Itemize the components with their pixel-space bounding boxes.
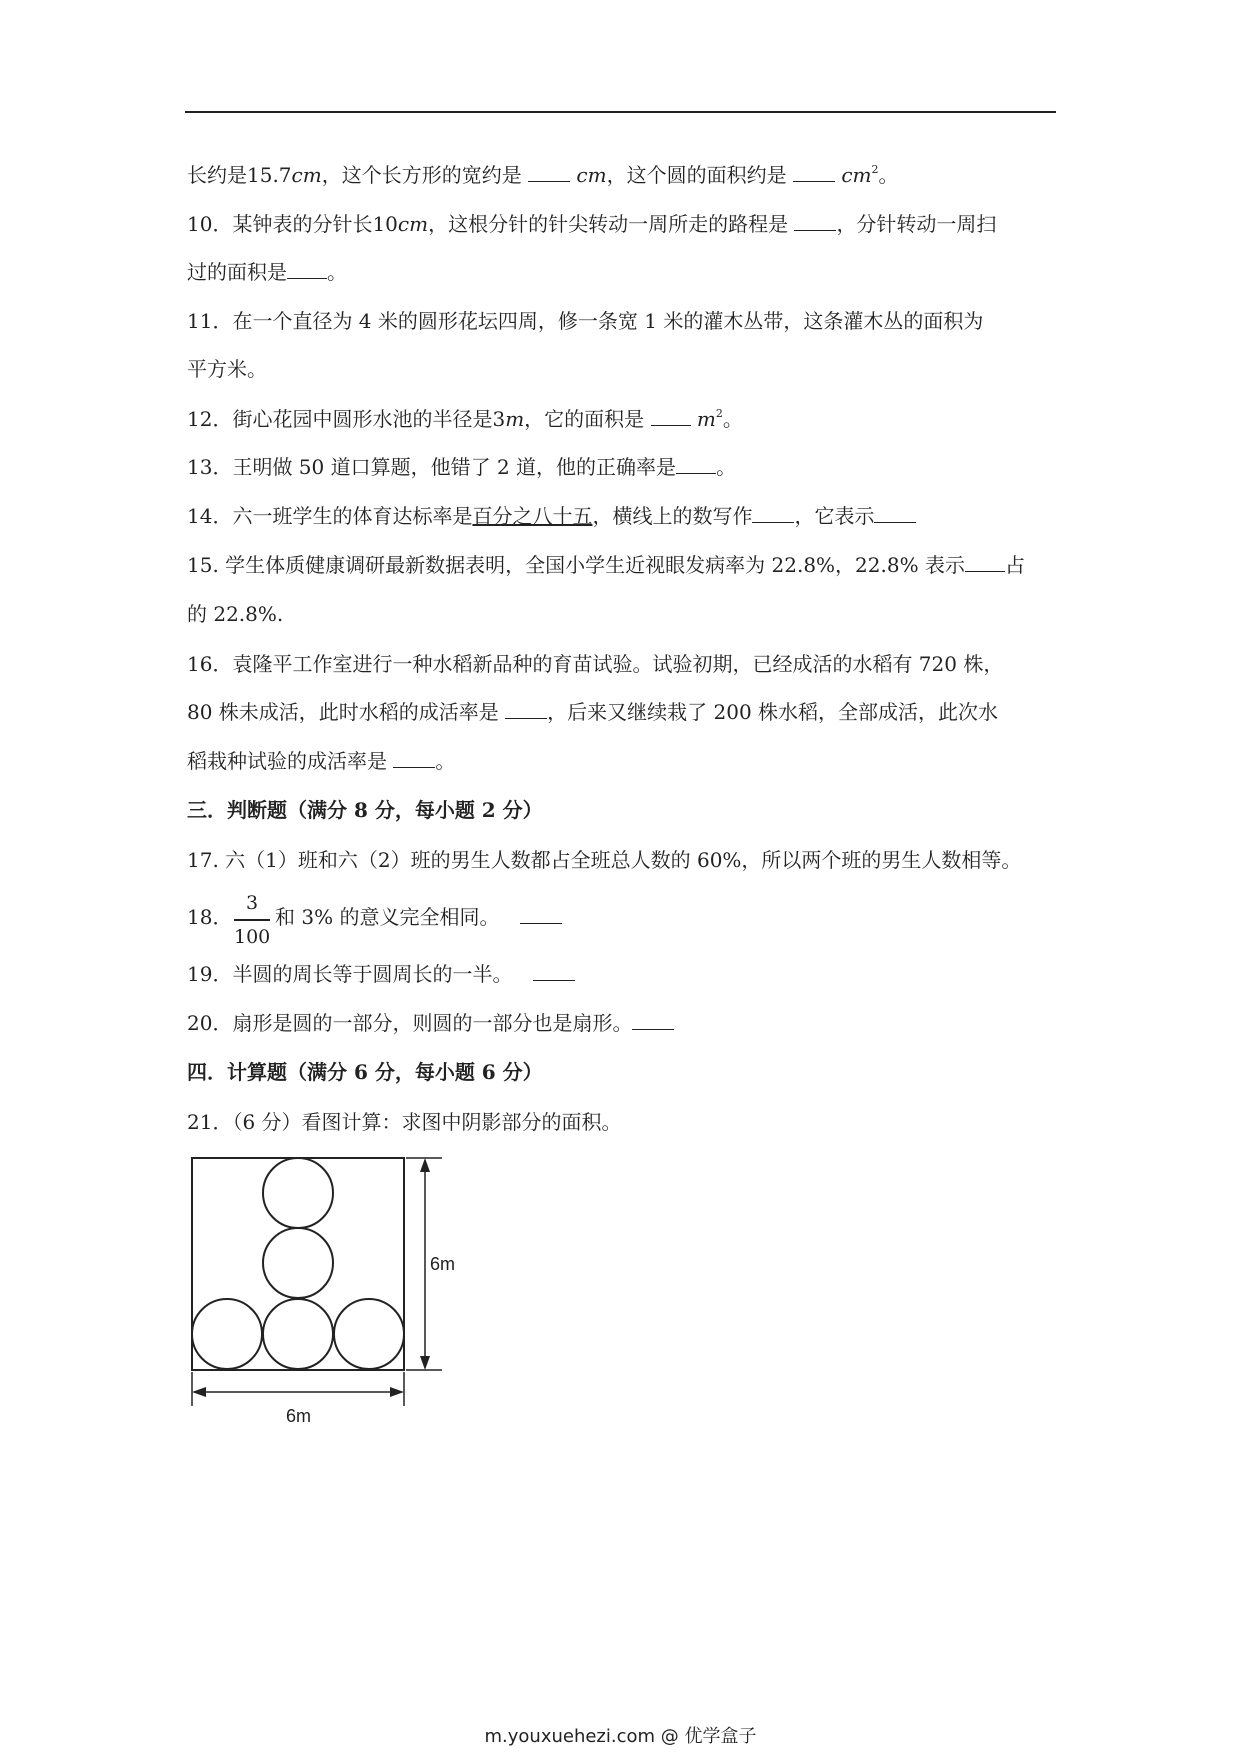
question-19 (187, 960, 575, 988)
q20-blank[interactable] (632, 1009, 674, 1030)
question-13 (187, 453, 736, 481)
q12-number: 3 (492, 407, 506, 431)
q14-text-b: ，横线上的数写作 (592, 504, 753, 528)
q13-blank[interactable] (676, 453, 716, 474)
q10-text-b: ，这根分针的针尖转动一周所走的路程是 (428, 212, 789, 236)
question-14 (187, 502, 916, 530)
q16-text-c: ，后来又继续栽了 200 株水稻，全部成活，此次水 (547, 700, 999, 724)
q15-blank[interactable] (965, 551, 1005, 572)
q12-unit-2: m (696, 407, 716, 431)
q13-text: 13．王明做 50 道口算题，他错了 2 道，他的正确率是 (187, 455, 677, 479)
q14-underlined-text: 百分之八十五 (472, 504, 593, 528)
question-21: 21．（6 分）看图计算：求图中阴影部分的面积。 (187, 1110, 622, 1134)
q14-blank-1[interactable] (752, 502, 794, 523)
q16-text: 16．袁隆平工作室进行一种水稻新品种的育苗试验。试验初期，已经成活的水稻有 720 株， (187, 652, 1004, 676)
q9-unit: cm (291, 163, 322, 187)
question-15 (187, 551, 1025, 579)
q11-text: 11．在一个直径为 4 米的圆形花坛四周，修一条宽 1 米的灌木丛带，这条灌木丛的面积为 (187, 309, 984, 333)
q12-text-c: 。 (722, 407, 743, 431)
circles-in-square-figure (180, 1150, 480, 1430)
q20-text: 20．扇形是圆的一部分，则圆的一部分也是扇形。 (187, 1011, 633, 1035)
q9-unit-2: cm (576, 163, 607, 187)
q12-unit: m (505, 407, 525, 431)
q9-text-b: ，这个长方形的宽约是 (321, 163, 522, 187)
q11-text-b: 平方米。 (187, 357, 267, 381)
circle-bottom-left (192, 1299, 262, 1369)
q10-text-e: 。 (327, 260, 347, 284)
q18-fraction-bar (234, 919, 270, 921)
height-arrow-down (420, 1356, 430, 1370)
question-17: 17. 六（1）班和六（2）班的男生人数都占全班总人数的 60%，所以两个班的男生人数相等。 (187, 848, 1022, 872)
q18-denominator: 100 (234, 925, 271, 948)
q16-text-e: 。 (435, 749, 456, 773)
q9-blank-2[interactable] (793, 161, 835, 182)
question-10 (187, 210, 996, 238)
question-10-line-2 (187, 258, 347, 286)
q10-text-c: ，分针转动一周扫 (836, 212, 997, 236)
q14-blank-2[interactable] (874, 502, 916, 523)
height-label: 6m (430, 1254, 456, 1274)
question-16-line-3 (187, 747, 455, 775)
question-11-line-2 (187, 355, 267, 383)
q15-text-c: 的 22.8%. (187, 602, 284, 626)
question-18 (275, 903, 562, 931)
section-3-heading: 三．判断题（满分 8 分，每小题 2 分） (187, 798, 543, 822)
q16-blank-2[interactable] (393, 747, 435, 768)
question-12 (187, 405, 743, 433)
q19-blank[interactable] (533, 960, 575, 981)
q10-text: 10．某钟表的分针长 (187, 212, 373, 236)
q18-fraction (234, 890, 270, 950)
q16-blank-1[interactable] (505, 698, 547, 719)
q12-text-b: ，它的面积是 (524, 407, 645, 431)
q14-text: 14．六一班学生的体育达标率是 (187, 504, 473, 528)
q12-blank[interactable] (651, 405, 691, 426)
q19-text: 19．半圆的周长等于圆周长的一半。 (187, 962, 513, 986)
question-16 (187, 650, 1003, 678)
q9-text-c: ，这个圆的面积约是 (606, 163, 787, 187)
width-arrow-left (192, 1387, 206, 1397)
circle-top (263, 1158, 333, 1228)
question-11 (187, 307, 983, 335)
q9-text-d: 。 (878, 163, 899, 187)
q18-numerator: 3 (245, 892, 259, 914)
q9-unit-3: cm (841, 163, 872, 187)
question-20 (187, 1009, 674, 1037)
q16-text-d: 稻栽种试验的成活率是 (187, 749, 387, 773)
q18-label: 18． (187, 905, 233, 929)
q13-text-b: 。 (716, 455, 737, 479)
circle-middle (263, 1228, 333, 1298)
q9-superscript: 2 (871, 163, 879, 176)
q10-number: 10 (372, 212, 398, 236)
q15-text-b: 占 (1004, 553, 1025, 577)
question-9-continuation (187, 161, 898, 189)
q10-text-d: 过的面积是 (187, 260, 287, 284)
q10-blank-1[interactable] (794, 210, 836, 231)
square-outline (192, 1158, 404, 1370)
header-rule (185, 111, 1056, 113)
q12-superscript: 2 (715, 407, 723, 420)
q10-unit: cm (397, 212, 429, 236)
q10-blank-2[interactable] (287, 258, 327, 279)
question-15-line-2 (187, 600, 283, 628)
width-label: 6m (286, 1406, 312, 1426)
question-18-label (187, 903, 232, 931)
q16-text-b: 80 株未成活，此时水稻的成活率是 (187, 700, 499, 724)
q15-text: 15. 学生体质健康调研最新数据表明，全国小学生近视眼发病率为 22.8%，22.8% 表示 (187, 553, 965, 577)
q9-number: 15.7 (247, 163, 292, 187)
circle-bottom-center (263, 1299, 333, 1369)
q18-blank[interactable] (520, 903, 562, 924)
footer-watermark[interactable]: m.youxuehezi.com @ 优学盒子 (484, 1726, 757, 1747)
width-arrow-right (390, 1387, 404, 1397)
q18-text: 和 3% 的意义完全相同。 (275, 905, 500, 929)
question-16-line-2 (187, 698, 998, 726)
q14-text-c: ，它表示 (794, 504, 875, 528)
circle-bottom-right (334, 1299, 404, 1369)
height-arrow-up (420, 1158, 430, 1172)
q9-text: 长约是 (187, 163, 247, 187)
section-4-heading: 四．计算题（满分 6 分，每小题 6 分） (187, 1060, 543, 1084)
q9-blank-1[interactable] (528, 161, 570, 182)
q12-text: 12．街心花园中圆形水池的半径是 (187, 407, 493, 431)
